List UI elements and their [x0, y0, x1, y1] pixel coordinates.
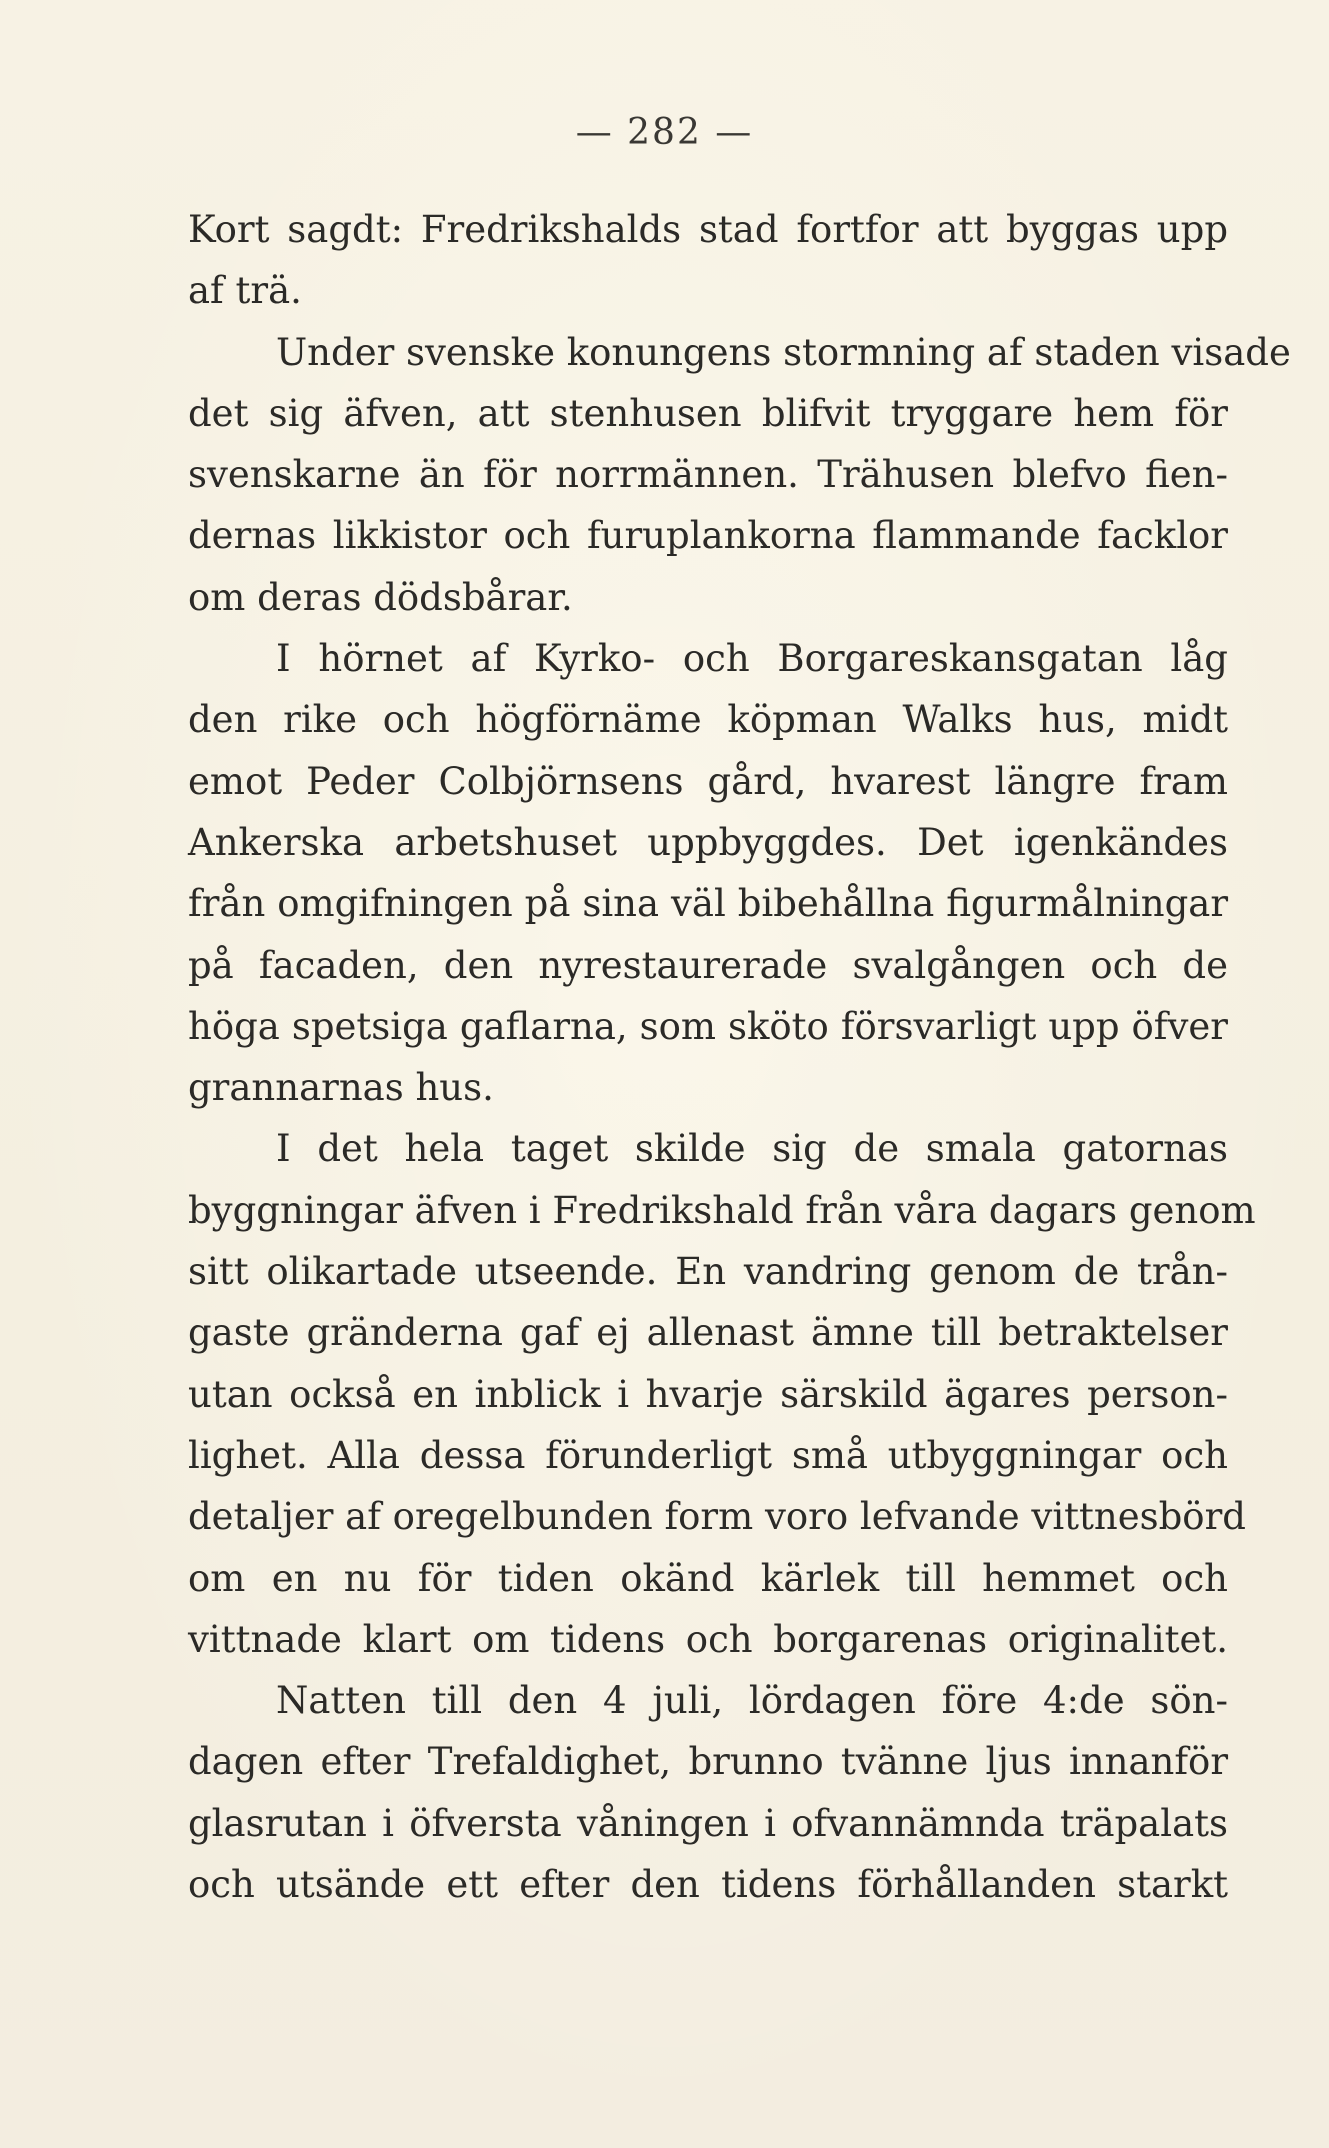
text-line: om en nu för tiden okänd kärlek till hemmet och: [188, 1556, 1228, 1600]
text-line: lighet. Alla dessa förunderligt små utbyggningar och: [188, 1433, 1228, 1477]
text-line: detaljer af oregelbunden form voro lefvande vittnesbörd: [188, 1495, 1246, 1539]
body-text: [188, 199, 1291, 1915]
text-line: af trä.: [188, 269, 302, 313]
text-line: utan också en inblick i hvarje särskild ägares person-: [188, 1372, 1228, 1416]
text-line: gaste gränderna gaf ej allenast ämne till betraktelser: [188, 1311, 1228, 1355]
text-line: Ankerska arbetshuset uppbyggdes. Det igenkändes: [188, 820, 1228, 864]
text-line: Natten till den 4 juli, lördagen före 4:de sön-: [276, 1679, 1228, 1723]
text-line: glasrutan i öfversta våningen i ofvannämnda träpalats: [188, 1801, 1228, 1845]
text-line: dernas likkistor och furuplankorna flammande facklor: [188, 514, 1228, 558]
text-line: byggningar äfven i Fredrikshald från våra dagars genom: [188, 1188, 1256, 1232]
text-line: grannarnas hus.: [188, 1066, 494, 1110]
text-line: Under svenske konungens stormning af staden visade: [276, 330, 1291, 374]
text-line: vittnade klart om tidens och borgarenas originalitet.: [188, 1617, 1228, 1661]
text-line: dagen efter Trefaldighet, brunno tvänne ljus innanför: [188, 1740, 1228, 1784]
text-line: på facaden, den nyrestaurerade svalgången och de: [188, 943, 1228, 987]
text-line: I det hela taget skilde sig de smala gatornas: [276, 1127, 1228, 1171]
text-line: sitt olikartade utseende. En vandring genom de trån-: [188, 1250, 1228, 1294]
text-line: från omgifningen på sina väl bibehållna figurmålningar: [188, 882, 1228, 926]
text-line: det sig äfven, att stenhusen blifvit tryggare hem för: [188, 391, 1228, 435]
text-line: och utsände ett efter den tidens förhållanden starkt: [188, 1863, 1228, 1907]
text-line: I hörnet af Kyrko- och Borgareskansgatan låg: [276, 637, 1228, 681]
text-line: om deras dödsbårar.: [188, 575, 573, 619]
page-number: — 282 —: [575, 112, 754, 153]
text-line: höga spetsiga gaflarna, som sköto försvarligt upp öfver: [188, 1004, 1228, 1048]
text-line: svenskarne än för norrmännen. Trähusen blefvo fien-: [188, 453, 1228, 497]
text-line: emot Peder Colbjörnsens gård, hvarest längre fram: [188, 759, 1228, 803]
text-line: den rike och högförnäme köpman Walks hus, midt: [188, 698, 1228, 742]
text-line: Kort sagdt: Fredrikshalds stad fortfor att byggas upp: [188, 208, 1228, 251]
